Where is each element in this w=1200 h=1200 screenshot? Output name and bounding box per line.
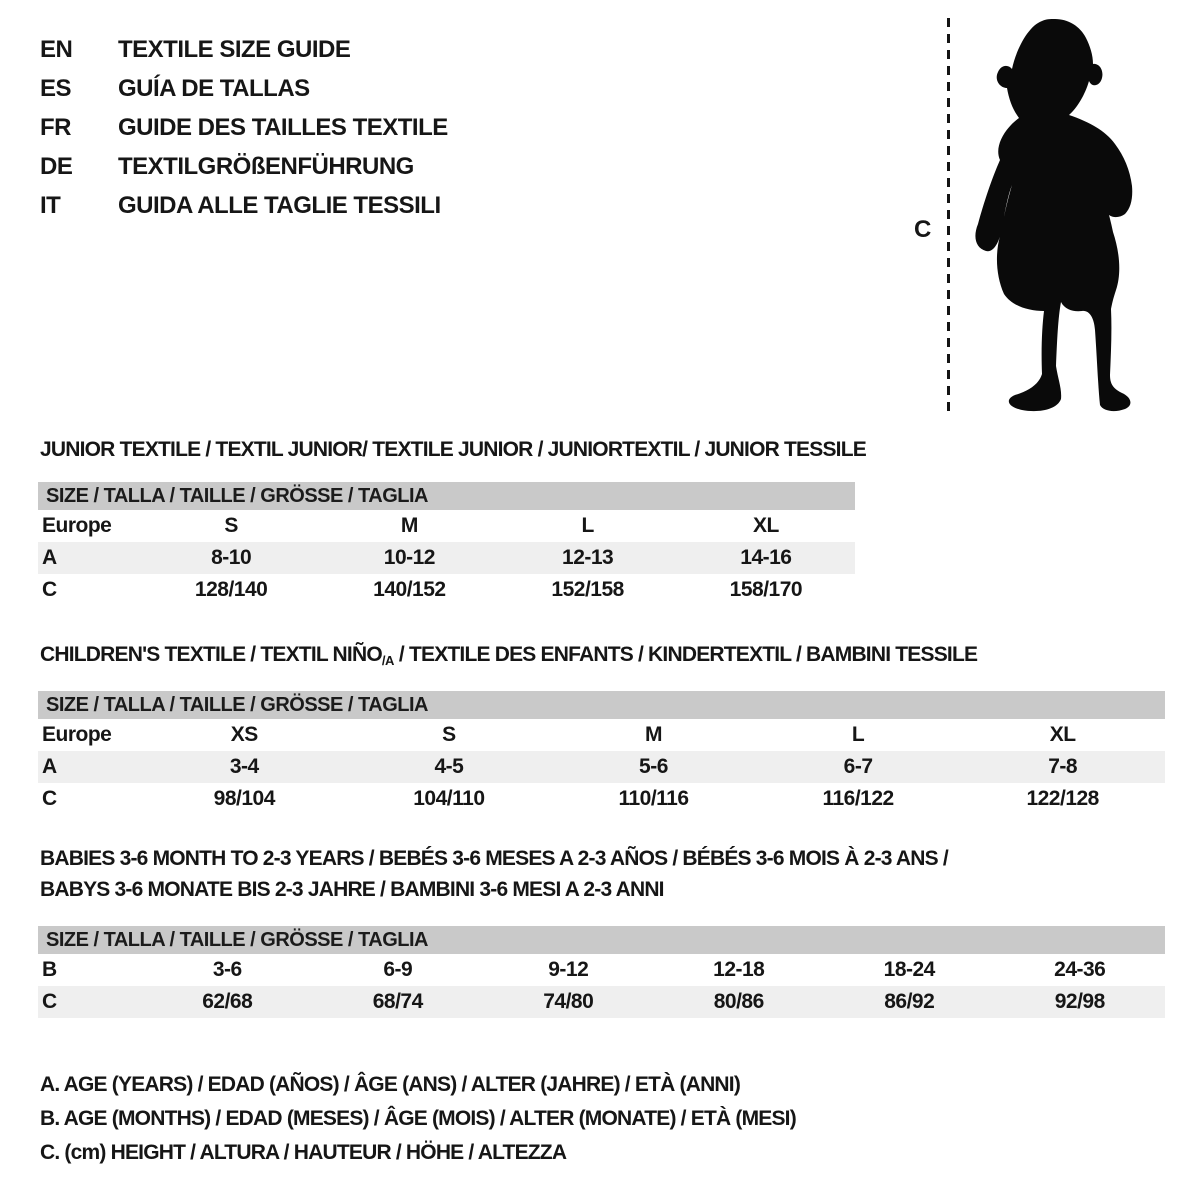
size-cell: L: [581, 514, 594, 537]
size-cell: 128/140: [194, 578, 268, 601]
size-cell: 110/116: [618, 787, 689, 810]
table-row: [38, 986, 1165, 1018]
section-childrens-textile: [38, 639, 1165, 815]
size-cell: 74/80: [543, 990, 594, 1013]
language-row: [40, 30, 448, 69]
row-label: A: [42, 755, 57, 778]
size-cell: L: [851, 723, 865, 746]
language-title-list: [40, 30, 448, 225]
row-label: Europe: [42, 723, 112, 746]
section-title-line: [40, 843, 1165, 874]
size-cell: XS: [230, 723, 258, 746]
size-header-bar: SIZE / TALLA / TAILLE / GRÖSSE / TAGLIA: [38, 482, 855, 510]
section-title: [40, 434, 866, 465]
size-cell: 5-6: [639, 755, 668, 778]
section-title: [40, 843, 1165, 905]
size-cell: 9-12: [548, 958, 589, 981]
legend-line-b: B. AGE (MONTHS) / EDAD (MESES) / ÂGE (MOIS) / ALTER (MONATE) / ETÀ (MESI): [40, 1107, 796, 1130]
size-cell: XL: [1049, 723, 1076, 746]
size-header-bar: SIZE / TALLA / TAILLE / GRÖSSE / TAGLIA: [38, 926, 1165, 954]
language-title: GUIDA ALLE TAGLIE TESSILI: [118, 192, 441, 219]
row-label: B: [42, 958, 57, 981]
section-junior-textile: [38, 434, 866, 606]
size-cell: 4-5: [434, 755, 464, 778]
title-subscript: /A: [381, 653, 394, 668]
height-measure-dashed-line: [947, 18, 950, 415]
size-cell: M: [400, 514, 418, 537]
language-row: [40, 69, 448, 108]
language-title: GUIDE DES TAILLES TEXTILE: [118, 114, 448, 141]
table-row: [38, 783, 1165, 815]
size-cell: 10-12: [383, 546, 435, 569]
size-cell: 122/128: [1026, 787, 1099, 810]
language-row: [40, 108, 448, 147]
size-cell: 116/122: [822, 787, 894, 810]
size-header-bar: SIZE / TALLA / TAILLE / GRÖSSE / TAGLIA: [38, 691, 1165, 719]
title-text: BABYS 3-6 MONATE BIS 2-3 JAHRE / BAMBINI 3-6 MESI A 2-3 ANNI: [40, 878, 664, 901]
table-row: [38, 751, 1165, 783]
row-label: C: [42, 990, 57, 1013]
size-table: [38, 482, 855, 606]
row-label: Europe: [42, 514, 112, 537]
size-cell: 62/68: [202, 990, 253, 1013]
size-cell: 158/170: [729, 578, 803, 601]
language-title: TEXTILE SIZE GUIDE: [118, 36, 351, 63]
measure-label-c: C: [914, 216, 932, 243]
language-row: [40, 147, 448, 186]
title-text: BABIES 3-6 MONTH TO 2-3 YEARS / BEBÉS 3-6 MESES A 2-3 AÑOS / BÉBÉS 3-6 MOIS À 2-3 ANS /: [40, 847, 948, 870]
size-cell: 152/158: [551, 578, 624, 601]
legend-line-c: C. (cm) HEIGHT / ALTURA / HAUTEUR / HÖHE / ALTEZZA: [40, 1141, 567, 1164]
section-title-line: [40, 434, 866, 465]
size-cell: 80/86: [713, 990, 764, 1013]
title-text: / TEXTILE DES ENFANTS / KINDERTEXTIL / BAMBINI TESSILE: [393, 643, 978, 666]
size-cell: 8-10: [211, 546, 252, 569]
language-code: ES: [40, 75, 72, 102]
section-title-line: [40, 639, 1165, 672]
size-cell: 104/110: [413, 787, 485, 810]
title-text: CHILDREN'S TEXTILE / TEXTIL NIÑO: [40, 643, 382, 666]
section-title: [40, 639, 1165, 672]
size-table: [38, 691, 1165, 815]
size-cell: 68/74: [372, 990, 423, 1013]
language-code: DE: [40, 153, 73, 180]
size-cell: 3-4: [229, 755, 259, 778]
size-cell: M: [644, 723, 662, 746]
size-cell: 24-36: [1054, 958, 1106, 981]
table-row: [38, 719, 1165, 751]
language-code: FR: [40, 114, 71, 141]
table-body: [38, 719, 1165, 815]
table-row: [38, 542, 855, 574]
size-cell: 86/92: [884, 990, 935, 1013]
title-text: JUNIOR TEXTILE / TEXTIL JUNIOR/ TEXTILE JUNIOR / JUNIORTEXTIL / JUNIOR TESSILE: [40, 438, 866, 461]
language-title: TEXTILGRÖßENFÜHRUNG: [118, 153, 414, 180]
section-title-line: [40, 874, 1165, 905]
size-cell: S: [224, 514, 238, 537]
table-row: [38, 954, 1165, 986]
size-cell: 14-16: [740, 546, 792, 569]
size-cell: XL: [752, 514, 779, 537]
size-cell: 6-9: [383, 958, 413, 981]
size-cell: S: [442, 723, 456, 746]
size-cell: 6-7: [843, 755, 873, 778]
size-table: [38, 926, 1165, 1018]
table-row: [38, 510, 855, 542]
row-label: A: [42, 546, 57, 569]
section-babies-textile: [38, 843, 1165, 1018]
size-cell: 92/98: [1054, 990, 1105, 1013]
language-code: IT: [40, 192, 61, 219]
measurement-legend: [40, 1068, 796, 1170]
size-cell: 3-6: [212, 958, 242, 981]
size-cell: 12-18: [713, 958, 765, 981]
language-row: [40, 186, 448, 225]
size-cell: 140/152: [373, 578, 446, 601]
language-code: EN: [40, 36, 73, 63]
size-cell: 98/104: [213, 787, 275, 810]
language-title: GUÍA DE TALLAS: [118, 75, 310, 102]
size-cell: 12-13: [562, 546, 614, 569]
row-label: C: [42, 787, 57, 810]
size-cell: 18-24: [883, 958, 935, 981]
row-label: C: [42, 578, 57, 601]
table-row: [38, 574, 855, 606]
table-body: [38, 510, 855, 606]
legend-line-a: A. AGE (YEARS) / EDAD (AÑOS) / ÂGE (ANS) / ALTER (JAHRE) / ETÀ (ANNI): [40, 1073, 741, 1096]
toddler-silhouette: [962, 18, 1138, 414]
table-body: [38, 954, 1165, 1018]
size-cell: 7-8: [1048, 755, 1078, 778]
